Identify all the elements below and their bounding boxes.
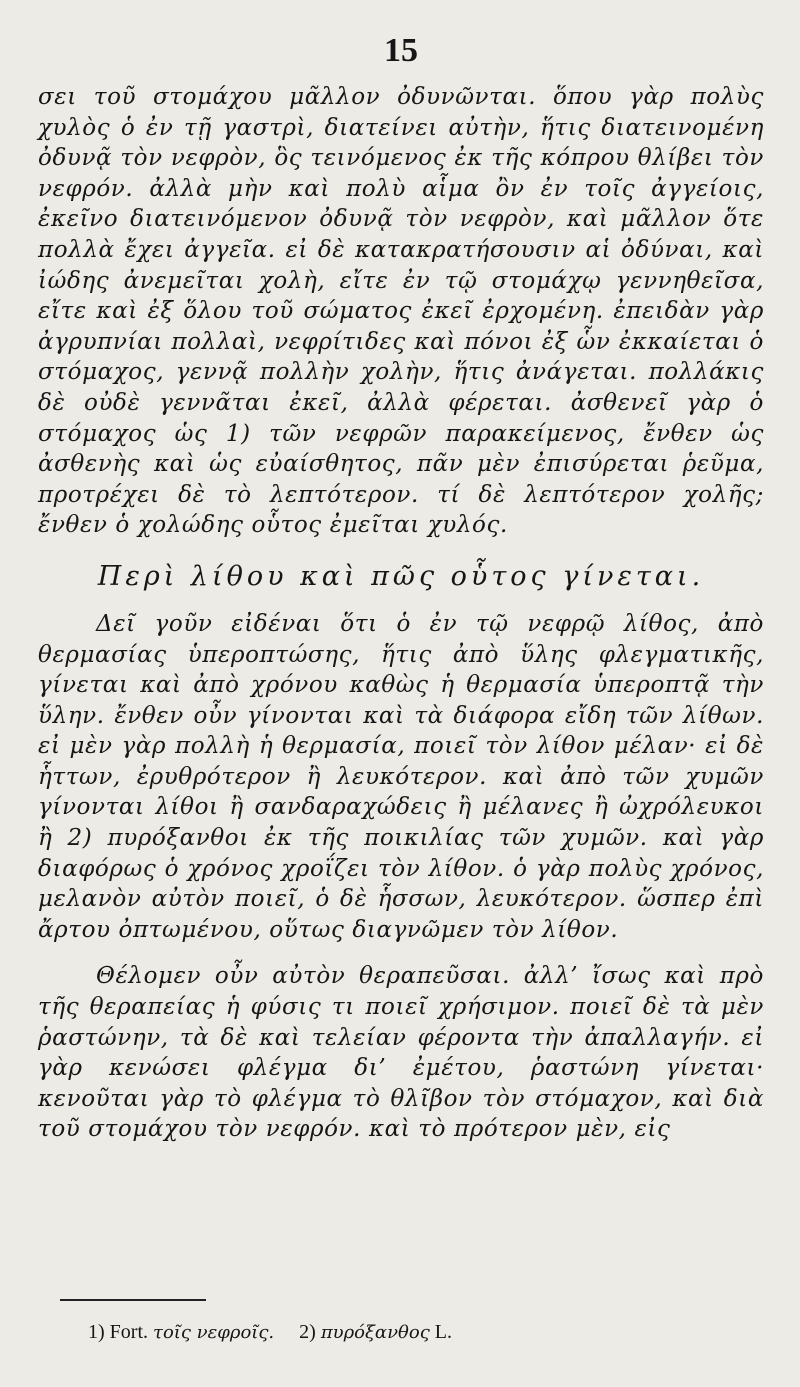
paragraph-2: Δεῖ γοῦν εἰδέναι ὅτι ὁ ἐν τῷ νεφρῷ λίθος, ἀπὸ θερμασίας ὑπεροπτώσης, ἥτις ἀπὸ ὕλης φλεγματικῆς, γίνεται καὶ ἀπὸ χρόνου καθὼς ἡ θερμασία ὑπεροπτᾷ τὴν ὕλην. ἔνθεν οὖν γίνονται καὶ τὰ διάφορα εἴδη τῶν λίθων. εἰ μὲν γὰρ πολλὴ ἡ θερμασία, ποιεῖ τὸν λίθον μέλαν· εἰ δὲ ἧττων, ἐρυθρότερον ἢ λευκότερον. καὶ ἀπὸ τῶν χυμῶν γίνονται λίθοι ἢ σανδαραχώδεις ἢ μέλανες ἢ ὠχρόλευκοι ἢ 2) πυρόξανθοι ἐκ τῆς ποικιλίας τῶν χυμῶν. καὶ γὰρ διαφόρως ὁ χρόνος χροΐζει τὸν λίθον. ὁ γὰρ πολὺς χρόνος, μελανὸν αὐτὸν ποιεῖ, ὁ δὲ ἧσσων, λευκότερον. ὥσπερ ἐπὶ ἄρτου ὀπτωμένου, οὕτως διαγνῶμεν τὸν λίθον.	[38, 610, 764, 943]
section-heading: Περὶ λίθου καὶ πῶς οὗτος γίνεται.	[97, 560, 705, 592]
footnote-2-text: πυρόξανθος	[320, 1322, 430, 1343]
footnote-2-marker: 2)	[299, 1321, 316, 1343]
footnote-2-suffix: L.	[434, 1321, 452, 1343]
paragraph-3: Θέλομεν οὖν αὐτὸν θεραπεῦσαι. ἀλλ’ ἴσως καὶ πρὸ τῆς θεραπείας ἡ φύσις τι ποιεῖ χρήσιμον. ποιεῖ δὲ τὰ μὲν ῥαστώνην, τὰ δὲ καὶ τελείαν φέροντα τὴν ἀπαλλαγήν. εἰ γὰρ κενώσει φλέγμα δι’ ἐμέτου, ῥαστώνη γίνεται· κενοῦται γὰρ τὸ φλέγμα τὸ θλῖβον τὸν στόμαχον, καὶ διὰ τοῦ στομάχου τὸν νεφρόν. καὶ τὸ πρότερον μὲν, εἰς	[38, 963, 764, 1143]
footnotes	[88, 1318, 452, 1347]
footnote-1-text: τοῖς νεφροῖς.	[153, 1322, 275, 1343]
footnote-divider	[60, 1299, 206, 1301]
paragraph-1: σει τοῦ στομάχου μᾶλλον ὀδυνῶνται. ὅπου γὰρ πολὺς χυλὸς ὁ ἐν τῇ γαστρὶ, διατείνει αὐτὴν, ἥτις διατεινομένη ὀδυνᾷ τὸν νεφρὸν, ὃς τεινόμενος ἐκ τῆς κόπρου θλίβει τὸν νεφρόν. ἀλλὰ μὴν καὶ πολὺ αἷμα ὂν ἐν τοῖς ἀγγείοις, ἐκεῖνο διατεινόμενον ὀδυνᾷ τὸν νεφρὸν, καὶ μᾶλλον ὅτε πολλὰ ἔχει ἀγγεῖα. εἰ δὲ κατακρατήσουσιν αἱ ὀδύναι, καὶ ἰώδης ἀνεμεῖται χολὴ, εἴτε ἐν τῷ στομάχῳ γεννηθεῖσα, εἴτε καὶ ἐξ ὅλου τοῦ σώματος ἐκεῖ ἐρχομένη. ἐπειδὰν γὰρ ἀγρυπνίαι πολλαὶ, νεφρίτιδες καὶ πόνοι ἐξ ὧν ἐκκαίεται ὁ στόμαχος, γεννᾷ πολλὴν χολὴν, ἥτις ἀνάγεται. πολλάκις δὲ οὐδὲ γεννᾶται ἐκεῖ, ἀλλὰ φέρεται. ἀσθενεῖ γὰρ ὁ στόμαχος ὡς 1) τῶν νεφρῶν παρακείμενος, ἔνθεν ὡς ἀσθενὴς καὶ ὡς εὐαίσθητος, πᾶν μὲν ἐπισύρεται ῥεῦμα, προτρέχει δὲ τὸ λεπτότερον. τί δὲ λεπτότερον χολῆς; ἔνθεν ὁ χολώδης οὗτος ἐμεῖται χυλός.	[38, 84, 764, 539]
footnote-1-marker: 1) Fort.	[88, 1321, 148, 1343]
page-number: 15	[384, 32, 418, 69]
